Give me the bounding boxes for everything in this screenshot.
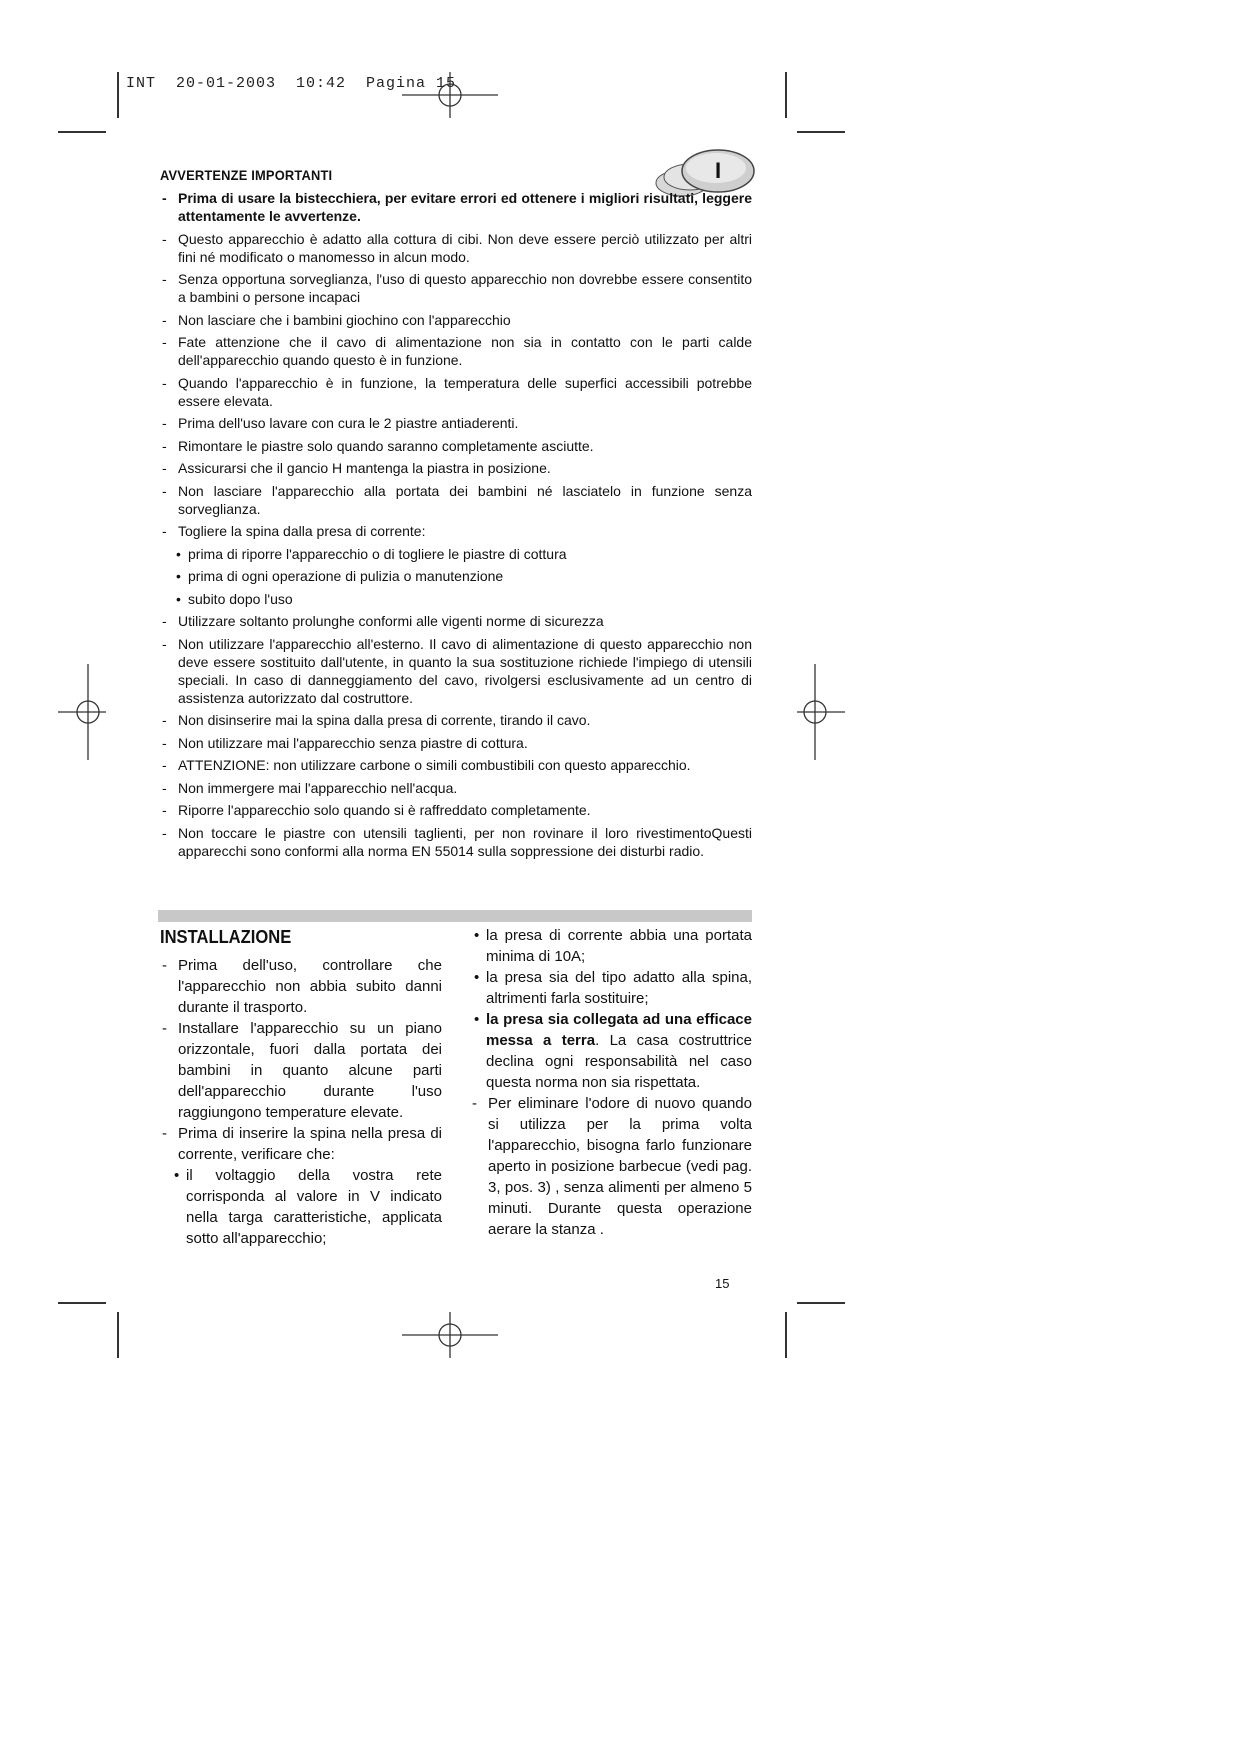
installation-right-list [470,925,752,1240]
installation-left-column [160,955,442,1249]
crop-mark [58,1302,106,1304]
installation-item: - Prima dell'uso, controllare che l'apparecchio non abbia subito danni durante il trasporto. [160,955,442,1018]
installation-item: - Per eliminare l'odore di nuovo quando si utilizza per la prima volta l'apparecchio, bisogna farlo funzionare aperto in posizione barbecue (vedi pag. 3, pos. 3) , senza alimenti per almeno 5 minuti. Durante questa operazione aerare la stanza . [470,1093,752,1240]
warning-item: - Senza opportuna sorveglianza, l'uso di questo apparecchio non dovrebbe essere consentito a bambini o persone incapaci [160,270,752,306]
warning-item: - Prima di usare la bistecchiera, per evitare errori ed ottenere i migliori risultati, leggere attentamente le avvertenze. [160,189,752,225]
warnings-list [160,189,752,860]
warning-item: - Togliere la spina dalla presa di corrente: [160,522,752,540]
crop-mark [785,1312,787,1358]
crop-mark [785,72,787,118]
installation-item-emphasis: la presa sia collegata ad una efficace messa a terra [486,1011,752,1049]
warning-item: - ATTENZIONE: non utilizzare carbone o simili combustibili con questo apparecchio. [160,756,752,774]
warning-item: - Fate attenzione che il cavo di alimentazione non sia in contatto con le parti calde dell'apparecchio quando questo è in funzione. [160,333,752,369]
registration-mark-icon [58,664,106,760]
warning-item: - Non disinserire mai la spina dalla presa di corrente, tirando il cavo. [160,711,752,729]
warning-item: - Non lasciare l'apparecchio alla portata dei bambini né lasciatelo in funzione senza sorveglianza. [160,482,752,518]
warning-subitem: • prima di riporre l'apparecchio o di togliere le piastre di cottura [160,545,752,563]
section-divider [158,910,752,922]
warning-item: - Non lasciare che i bambini giochino con l'apparecchio [160,311,752,329]
crop-mark [797,1302,845,1304]
installation-item: - Installare l'apparecchio su un piano orizzontale, fuori dalla portata dei bambini in quanto alcune parti dell'apparecchio durante l'uso raggiungono temperature elevate. [160,1018,442,1123]
crop-mark [117,72,119,118]
registration-mark-icon [402,1312,498,1358]
warnings-title: AVVERTENZE IMPORTANTI [160,167,333,183]
installation-item: • la presa sia del tipo adatto alla spina, altrimenti farla sostituire; [470,967,752,1009]
warning-subitem: • subito dopo l'uso [160,590,752,608]
warning-item: - Non toccare le piastre con utensili taglienti, per non rovinare il loro rivestimentoQuesti apparecchi sono conformi alla norma EN 55014 sulla soppressione dei disturbi radio. [160,824,752,860]
warning-item: - Non utilizzare mai l'apparecchio senza piastre di cottura. [160,734,752,752]
warning-item: - Riporre l'apparecchio solo quando si è raffreddato completamente. [160,801,752,819]
installation-item-text: . La casa costruttrice declina ogni responsabilità nel caso questa norma non sia rispettata. [486,1032,752,1091]
installation-right-column [470,925,752,1240]
warning-item: - Questo apparecchio è adatto alla cottura di cibi. Non deve essere perciò utilizzato per altri fini né modificato o manomesso in alcun modo. [160,230,752,266]
registration-mark-icon [402,72,498,118]
warning-subitem: • prima di ogni operazione di pulizia o manutenzione [160,567,752,585]
warnings-section [160,167,752,864]
warning-item: - Rimontare le piastre solo quando saranno completamente asciutte. [160,437,752,455]
print-header: INT 20-01-2003 10:42 Pagina 15 [126,75,457,92]
warning-item: - Quando l'apparecchio è in funzione, la temperatura delle superfici accessibili potrebbe essere elevata. [160,374,752,410]
warning-item: - Non utilizzare l'apparecchio all'esterno. Il cavo di alimentazione di questo apparecchio non deve essere sostituito dall'utente, in quanto la sua sostituzione richiede l'impiego di utensili speciali. In caso di danneggiamento del cavo, rivolgersi esclusivamente ad un centro di assistenza autorizzato dal costruttore. [160,635,752,707]
installation-item: • la presa di corrente abbia una portata minima di 10A; [470,925,752,967]
warning-item: - Non immergere mai l'apparecchio nell'acqua. [160,779,752,797]
installation-left-list [160,955,442,1249]
crop-mark [117,1312,119,1358]
installation-title: INSTALLAZIONE [160,927,292,947]
warning-item: - Prima dell'uso lavare con cura le 2 piastre antiaderenti. [160,414,752,432]
installation-item [470,1009,752,1093]
installation-item: • il voltaggio della vostra rete corrisponda al valore in V indicato nella targa caratteristiche, applicata sotto all'apparecchio; [160,1165,442,1249]
crop-mark [58,131,106,133]
warning-item: - Assicurarsi che il gancio H mantenga la piastra in posizione. [160,459,752,477]
page-number: 15 [715,1276,730,1291]
installation-item: - Prima di inserire la spina nella presa di corrente, verificare che: [160,1123,442,1165]
language-letter: I [714,158,722,183]
warning-item: - Utilizzare soltanto prolunghe conformi alle vigenti norme di sicurezza [160,612,752,630]
crop-mark [797,131,845,133]
registration-mark-icon [797,664,845,760]
